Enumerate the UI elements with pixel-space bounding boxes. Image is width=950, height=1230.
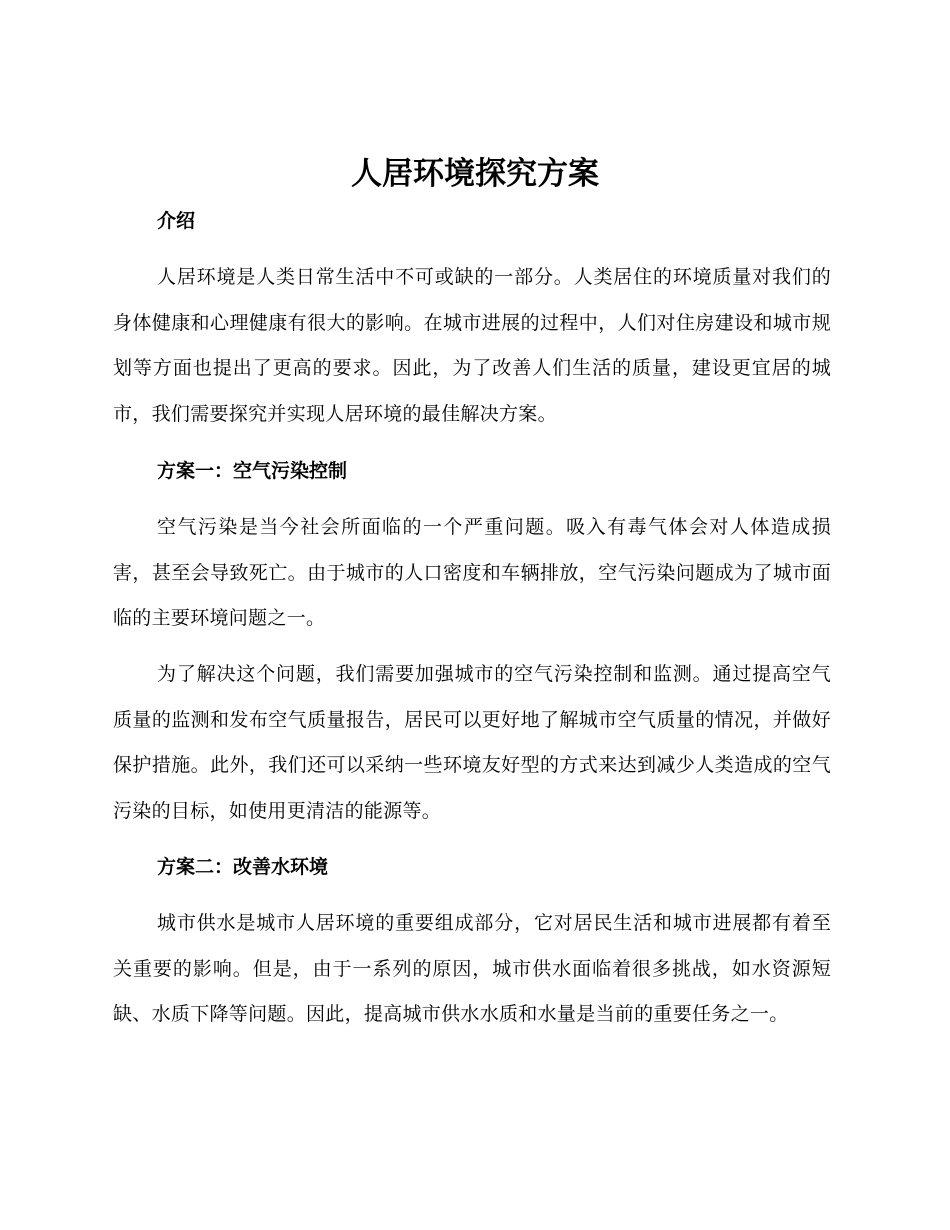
document-title: 人居环境探究方案 [351, 156, 599, 192]
paragraph-air-pollution-1: 空气污染是当今社会所面临的一个严重问题。吸入有毒气体会对人体造成损害，甚至会导致死亡。由于城市的人口密度和车辆排放，空气污染问题成为了城市面临的主要环境问题之一。 [113, 516, 831, 630]
section-heading-water: 方案二：改善水环境 [157, 856, 329, 878]
paragraph-air-pollution-2: 为了解决这个问题，我们需要加强城市的空气污染控制和监测。通过提高空气质量的监测和发布空气质量报告，居民可以更好地了解城市空气质量的情况，并做好保护措施。此外，我们还可以采纳一些环境友好型的方式来达到减少人类造成的空气污染的目标，如使用更清洁的能源等。 [113, 663, 831, 822]
section-heading-air-pollution: 方案一：空气污染控制 [157, 460, 348, 482]
section-heading-intro: 介绍 [157, 210, 196, 232]
paragraph-water: 城市供水是城市人居环境的重要组成部分，它对居民生活和城市进展都有着至关重要的影响。但是，由于一系列的原因，城市供水面临着很多挑战，如水资源短缺、水质下降等问题。因此，提高城市供水水质和水量是当前的重要任务之一。 [113, 912, 831, 1026]
paragraph-intro: 人居环境是人类日常生活中不可或缺的一部分。人类居住的环境质量对我们的身体健康和心理健康有很大的影响。在城市进展的过程中，人们对住房建设和城市规划等方面也提出了更高的要求。因此，为了改善人们生活的质量，建设更宜居的城市，我们需要探究并实现人居环境的最佳解决方案。 [113, 266, 831, 425]
